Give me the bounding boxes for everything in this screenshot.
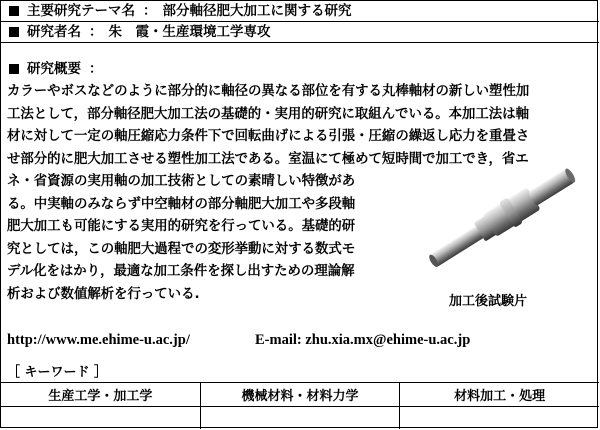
table-row <box>1 406 599 429</box>
summary-label: 研究概要 <box>27 61 81 77</box>
summary-line: カラーやボスなどのように部分的に軸径の異なる部位を有する丸棒軸材の新しい塑性加 <box>7 84 530 99</box>
summary-line: 工法として，部分軸径肥大加工法の基礎的・実用的研究に取組んでいる。本加工法は軸 <box>7 106 529 122</box>
keywords-table <box>1 382 599 429</box>
summary-line: せ部分的に肥大加工させる塑性加工法である。室温にて極めて短時間で加工でき，省エ <box>7 151 529 167</box>
theme-separator: ： <box>143 3 157 19</box>
theme-label: 主要研究テーマ名 <box>27 3 135 19</box>
keywords-title: ［ キーワード ］ <box>7 365 108 380</box>
summary-line: 究としては，この軸肥大過程での変形挙動に対する数式モ <box>7 241 356 257</box>
summary-line: る。中実軸のみならず中空軸材の部分軸肥大加工や多段軸 <box>7 196 356 212</box>
theme-row <box>1 1 599 22</box>
summary-line: 肥大加工も可能にする実用的研究を行っている。基礎的研 <box>7 219 356 234</box>
researcher-separator: ： <box>89 24 103 40</box>
square-bullet-icon <box>9 64 19 74</box>
keyword-cell: 生産工学・加工学 <box>1 383 200 407</box>
contact-info <box>7 332 471 349</box>
summary-line: 析および数値解析を行っている. <box>7 286 200 302</box>
keyword-cell: 材料加工・処理 <box>400 383 599 407</box>
figure-caption: 加工後試験片 <box>449 294 528 309</box>
summary-separator: ： <box>89 61 103 77</box>
keyword-empty-cell <box>200 406 399 429</box>
summary-line: ネ・省資源の実用軸の加工技術としての素晴しい特徴があ <box>7 174 356 189</box>
square-bullet-icon <box>9 27 19 37</box>
keyword-cell: 機械材料・材料力学 <box>200 383 399 407</box>
summary-heading <box>9 59 109 79</box>
website-link[interactable]: http://www.me.ehime-u.ac.jp/ <box>7 332 190 348</box>
machined-shaft-photo <box>416 153 594 283</box>
keyword-empty-cell <box>400 406 599 429</box>
researcher-row <box>1 22 599 43</box>
keyword-empty-cell <box>1 406 200 429</box>
theme-value: 部分軸径肥大加工に関する研究 <box>162 3 352 19</box>
summary-line: 材に対して一定の軸圧縮応力条件下で回転曲げによる引張・圧縮の繰返し応力を重畳さ <box>7 129 530 144</box>
email-link[interactable]: E-mail: zhu.xia.mx@ehime-u.ac.jp <box>255 332 471 348</box>
researcher-value: 朱 霞・生産環境工学専攻 <box>108 24 271 40</box>
researcher-label: 研究者名 <box>27 24 81 40</box>
table-row <box>1 383 599 407</box>
square-bullet-icon <box>9 6 19 16</box>
summary-line: デル化をはかり，最適な加工条件を探し出すための理論解 <box>7 264 355 279</box>
